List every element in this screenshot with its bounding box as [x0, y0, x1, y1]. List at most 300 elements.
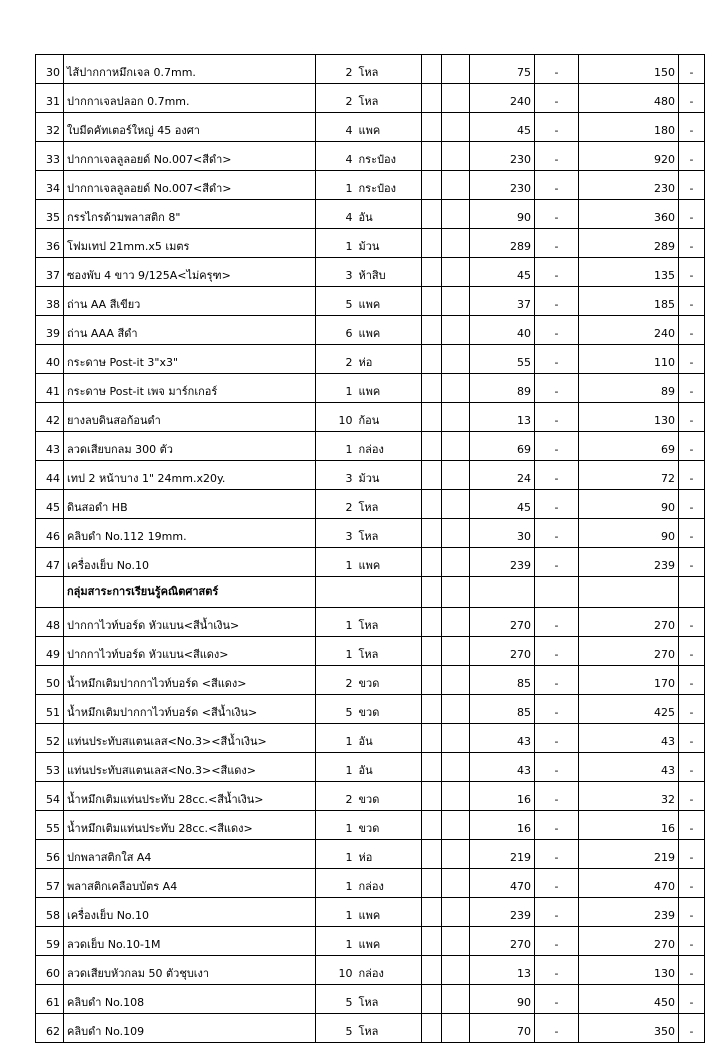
item-unit: กล่อง: [356, 956, 422, 985]
table-row: [36, 695, 705, 724]
table-row: [36, 548, 705, 577]
item-unit: โหล: [356, 608, 422, 637]
blank-cell: [442, 287, 470, 316]
item-quantity: 1: [316, 432, 356, 461]
blank-cell: [422, 985, 442, 1014]
unit-price-satang: -: [535, 695, 579, 724]
row-number: 60: [36, 956, 64, 985]
row-number: 49: [36, 637, 64, 666]
item-unit: กระป๋อง: [356, 171, 422, 200]
unit-price: 45: [470, 113, 535, 142]
unit-price-satang: -: [535, 519, 579, 548]
blank-cell: [422, 490, 442, 519]
unit-price-satang: -: [535, 316, 579, 345]
row-number: 52: [36, 724, 64, 753]
item-unit: ขวด: [356, 695, 422, 724]
item-unit: ขวด: [356, 811, 422, 840]
item-price-table: [35, 54, 705, 1043]
item-unit: ห่อ: [356, 345, 422, 374]
total-price-satang: -: [679, 403, 705, 432]
row-number: 46: [36, 519, 64, 548]
row-number: 61: [36, 985, 64, 1014]
blank-cell: [442, 55, 470, 84]
total-price: 180: [579, 113, 679, 142]
blank-cell: [422, 898, 442, 927]
item-quantity: 10: [316, 956, 356, 985]
unit-price-satang: -: [535, 666, 579, 695]
table-row: [36, 1014, 705, 1043]
row-number: 45: [36, 490, 64, 519]
item-unit: โหล: [356, 985, 422, 1014]
item-unit: แพค: [356, 548, 422, 577]
table-row: [36, 258, 705, 287]
item-quantity: 6: [316, 316, 356, 345]
blank-cell: [442, 258, 470, 287]
item-description: ถ่าน AA สีเขียว: [64, 287, 316, 316]
total-price: 90: [579, 519, 679, 548]
item-description: ปากกาไวท์บอร์ด หัวแบน<สีแดง>: [64, 637, 316, 666]
item-quantity: 1: [316, 724, 356, 753]
blank-cell: [422, 608, 442, 637]
row-number: 62: [36, 1014, 64, 1043]
table-row: [36, 403, 705, 432]
unit-price-satang: -: [535, 55, 579, 84]
unit-price: 45: [470, 258, 535, 287]
blank-cell: [422, 229, 442, 258]
section-qty-cell: [316, 577, 356, 608]
unit-price-satang: -: [535, 432, 579, 461]
unit-price: 13: [470, 956, 535, 985]
total-price: 185: [579, 287, 679, 316]
blank-cell: [442, 927, 470, 956]
item-quantity: 10: [316, 403, 356, 432]
unit-price: 37: [470, 287, 535, 316]
item-description: กระดาษ Post-it 3"x3": [64, 345, 316, 374]
unit-price-satang: -: [535, 548, 579, 577]
total-price: 425: [579, 695, 679, 724]
blank-cell: [442, 898, 470, 927]
total-price-satang: -: [679, 55, 705, 84]
total-price: 350: [579, 1014, 679, 1043]
unit-price: 219: [470, 840, 535, 869]
item-description: ปากกาเจลลูลอยด์ No.007<สีดำ>: [64, 171, 316, 200]
item-description: เทป 2 หน้าบาง 1" 24mm.x20y.: [64, 461, 316, 490]
item-quantity: 1: [316, 548, 356, 577]
unit-price: 239: [470, 898, 535, 927]
item-unit: โหล: [356, 637, 422, 666]
item-description: ลวดเย็บ No.10-1M: [64, 927, 316, 956]
table-row: [36, 55, 705, 84]
blank-cell: [422, 695, 442, 724]
blank-cell: [442, 811, 470, 840]
blank-cell: [442, 84, 470, 113]
item-unit: แพค: [356, 113, 422, 142]
section-price-cell: [470, 577, 535, 608]
item-description: ปากกาไวท์บอร์ด หัวแบน<สีน้ำเงิน>: [64, 608, 316, 637]
table-row: [36, 142, 705, 171]
table-row: [36, 229, 705, 258]
item-quantity: 1: [316, 229, 356, 258]
item-description: ซองพับ 4 ขาว 9/125A<ไม่ครุฑ>: [64, 258, 316, 287]
total-price-satang: -: [679, 724, 705, 753]
row-number: 59: [36, 927, 64, 956]
item-description: ถ่าน AAA สีดำ: [64, 316, 316, 345]
unit-price-satang: -: [535, 782, 579, 811]
blank-cell: [442, 113, 470, 142]
table-row: [36, 287, 705, 316]
unit-price: 230: [470, 142, 535, 171]
row-number: 33: [36, 142, 64, 171]
total-price-satang: -: [679, 666, 705, 695]
unit-price: 45: [470, 490, 535, 519]
total-price: 920: [579, 142, 679, 171]
blank-cell: [442, 548, 470, 577]
item-quantity: 3: [316, 461, 356, 490]
blank-cell: [422, 55, 442, 84]
row-number: 41: [36, 374, 64, 403]
total-price: 270: [579, 927, 679, 956]
total-price-satang: -: [679, 519, 705, 548]
unit-price: 43: [470, 753, 535, 782]
item-description: ปากกาเจลลูลอยด์ No.007<สีดำ>: [64, 142, 316, 171]
total-price: 239: [579, 548, 679, 577]
unit-price: 90: [470, 200, 535, 229]
blank-cell: [422, 782, 442, 811]
item-description: โฟมเทป 21mm.x5 เมตร: [64, 229, 316, 258]
section-dash-cell: [679, 577, 705, 608]
table-row: [36, 869, 705, 898]
row-number: 53: [36, 753, 64, 782]
table-row: [36, 724, 705, 753]
total-price: 130: [579, 956, 679, 985]
table-row: [36, 345, 705, 374]
item-description: ดินสอดำ HB: [64, 490, 316, 519]
item-description: ปากกาเจลปลอก 0.7mm.: [64, 84, 316, 113]
unit-price-satang: -: [535, 403, 579, 432]
row-number: 56: [36, 840, 64, 869]
blank-cell: [442, 229, 470, 258]
item-description: คลิบดำ No.109: [64, 1014, 316, 1043]
unit-price-satang: -: [535, 898, 579, 927]
unit-price: 90: [470, 985, 535, 1014]
item-quantity: 2: [316, 666, 356, 695]
table-row: [36, 461, 705, 490]
unit-price-satang: -: [535, 258, 579, 287]
unit-price-satang: -: [535, 840, 579, 869]
item-description: น้ำหมึกเติมปากกาไวท์บอร์ด <สีน้ำเงิน>: [64, 695, 316, 724]
item-unit: แพค: [356, 374, 422, 403]
blank-cell: [442, 200, 470, 229]
item-quantity: 1: [316, 840, 356, 869]
blank-cell: [442, 461, 470, 490]
row-number: 43: [36, 432, 64, 461]
unit-price: 70: [470, 1014, 535, 1043]
blank-cell: [422, 287, 442, 316]
item-quantity: 1: [316, 608, 356, 637]
blank-cell: [442, 753, 470, 782]
row-number: 57: [36, 869, 64, 898]
blank-cell: [422, 637, 442, 666]
item-quantity: 5: [316, 287, 356, 316]
item-quantity: 5: [316, 695, 356, 724]
item-description: เครื่องเย็บ No.10: [64, 898, 316, 927]
item-description: ไส้ปากกาหมึกเจล 0.7mm.: [64, 55, 316, 84]
total-price: 360: [579, 200, 679, 229]
blank-cell: [422, 840, 442, 869]
item-description: ยางลบดินสอก้อนดำ: [64, 403, 316, 432]
section-no-cell: [36, 577, 64, 608]
total-price-satang: -: [679, 985, 705, 1014]
item-quantity: 2: [316, 345, 356, 374]
table-row: [36, 811, 705, 840]
total-price-satang: -: [679, 753, 705, 782]
item-unit: ห่อ: [356, 840, 422, 869]
blank-cell: [422, 316, 442, 345]
unit-price: 230: [470, 171, 535, 200]
blank-cell: [442, 490, 470, 519]
table-row: [36, 374, 705, 403]
total-price: 289: [579, 229, 679, 258]
item-unit: ม้วน: [356, 461, 422, 490]
total-price-satang: -: [679, 345, 705, 374]
blank-cell: [422, 84, 442, 113]
table-row: [36, 608, 705, 637]
blank-cell: [442, 1014, 470, 1043]
blank-cell: [422, 142, 442, 171]
item-unit: กระป๋อง: [356, 142, 422, 171]
item-unit: โหล: [356, 1014, 422, 1043]
total-price-satang: -: [679, 608, 705, 637]
total-price: 270: [579, 637, 679, 666]
table-row: [36, 84, 705, 113]
section-heading: กลุ่มสาระการเรียนรู้คณิตศาสตร์: [64, 577, 316, 608]
total-price: 219: [579, 840, 679, 869]
item-quantity: 1: [316, 811, 356, 840]
unit-price: 55: [470, 345, 535, 374]
total-price: 170: [579, 666, 679, 695]
unit-price-satang: -: [535, 1014, 579, 1043]
unit-price-satang: -: [535, 490, 579, 519]
unit-price: 89: [470, 374, 535, 403]
item-unit: โหล: [356, 519, 422, 548]
item-description: คลิบดำ No.112 19mm.: [64, 519, 316, 548]
unit-price-satang: -: [535, 171, 579, 200]
blank-cell: [422, 432, 442, 461]
total-price-satang: -: [679, 171, 705, 200]
item-description: ลวดเสียบกลม 300 ตัว: [64, 432, 316, 461]
blank-cell: [442, 403, 470, 432]
blank-cell: [442, 608, 470, 637]
item-description: ใบมีดคัทเตอร์ใหญ่ 45 องศา: [64, 113, 316, 142]
unit-price-satang: -: [535, 142, 579, 171]
blank-cell: [442, 142, 470, 171]
total-price-satang: -: [679, 374, 705, 403]
blank-cell: [442, 432, 470, 461]
blank-cell: [442, 637, 470, 666]
item-quantity: 5: [316, 985, 356, 1014]
item-description: คลิบดำ No.108: [64, 985, 316, 1014]
total-price: 72: [579, 461, 679, 490]
total-price-satang: -: [679, 316, 705, 345]
total-price-satang: -: [679, 695, 705, 724]
unit-price: 75: [470, 55, 535, 84]
total-price: 230: [579, 171, 679, 200]
unit-price-satang: -: [535, 229, 579, 258]
unit-price-satang: -: [535, 113, 579, 142]
item-quantity: 1: [316, 898, 356, 927]
total-price: 135: [579, 258, 679, 287]
item-unit: ขวด: [356, 782, 422, 811]
total-price: 270: [579, 608, 679, 637]
unit-price: 270: [470, 637, 535, 666]
item-quantity: 1: [316, 753, 356, 782]
section-unit-cell: [356, 577, 422, 608]
unit-price-satang: -: [535, 724, 579, 753]
item-unit: ม้วน: [356, 229, 422, 258]
row-number: 47: [36, 548, 64, 577]
table-row: [36, 113, 705, 142]
table-body-upper: [36, 55, 705, 577]
row-number: 37: [36, 258, 64, 287]
unit-price-satang: -: [535, 637, 579, 666]
item-description: ปกพลาสติกใส A4: [64, 840, 316, 869]
total-price: 90: [579, 490, 679, 519]
unit-price: 13: [470, 403, 535, 432]
row-number: 42: [36, 403, 64, 432]
total-price-satang: -: [679, 490, 705, 519]
total-price-satang: -: [679, 811, 705, 840]
blank-cell: [442, 956, 470, 985]
item-description: แท่นประทับสแตนเลส<No.3><สีน้ำเงิน>: [64, 724, 316, 753]
blank-cell: [422, 811, 442, 840]
blank-cell: [442, 840, 470, 869]
blank-cell: [422, 666, 442, 695]
section-dash-cell: [535, 577, 579, 608]
item-description: เครื่องเย็บ No.10: [64, 548, 316, 577]
row-number: 55: [36, 811, 64, 840]
row-number: 40: [36, 345, 64, 374]
unit-price-satang: -: [535, 345, 579, 374]
blank-cell: [442, 695, 470, 724]
item-unit: แพค: [356, 287, 422, 316]
unit-price-satang: -: [535, 985, 579, 1014]
item-quantity: 4: [316, 113, 356, 142]
unit-price: 16: [470, 782, 535, 811]
item-unit: โหล: [356, 55, 422, 84]
table-row: [36, 637, 705, 666]
item-unit: อัน: [356, 753, 422, 782]
total-price-satang: -: [679, 432, 705, 461]
blank-cell: [422, 403, 442, 432]
unit-price: 43: [470, 724, 535, 753]
unit-price: 270: [470, 927, 535, 956]
section-total-cell: [579, 577, 679, 608]
total-price: 16: [579, 811, 679, 840]
total-price-satang: -: [679, 898, 705, 927]
total-price: 239: [579, 898, 679, 927]
item-quantity: 1: [316, 374, 356, 403]
row-number: 35: [36, 200, 64, 229]
table-row: [36, 200, 705, 229]
unit-price: 239: [470, 548, 535, 577]
item-unit: อัน: [356, 200, 422, 229]
blank-cell: [442, 316, 470, 345]
total-price-satang: -: [679, 869, 705, 898]
blank-cell: [422, 927, 442, 956]
total-price-satang: -: [679, 927, 705, 956]
row-number: 38: [36, 287, 64, 316]
blank-cell: [442, 666, 470, 695]
blank-cell: [422, 200, 442, 229]
item-quantity: 3: [316, 258, 356, 287]
item-unit: โหล: [356, 490, 422, 519]
section-heading-row: [36, 577, 705, 608]
section-blank-cell: [442, 577, 470, 608]
total-price-satang: -: [679, 782, 705, 811]
total-price-satang: -: [679, 142, 705, 171]
item-unit: กล่อง: [356, 432, 422, 461]
item-description: กระดาษ Post-it เพจ มาร์กเกอร์: [64, 374, 316, 403]
item-unit: กล่อง: [356, 869, 422, 898]
total-price: 150: [579, 55, 679, 84]
blank-cell: [422, 113, 442, 142]
row-number: 36: [36, 229, 64, 258]
item-unit: ก้อน: [356, 403, 422, 432]
total-price: 110: [579, 345, 679, 374]
table-row: [36, 490, 705, 519]
row-number: 34: [36, 171, 64, 200]
total-price: 89: [579, 374, 679, 403]
blank-cell: [442, 724, 470, 753]
blank-cell: [442, 171, 470, 200]
item-description: น้ำหมึกเติมปากกาไวท์บอร์ด <สีแดง>: [64, 666, 316, 695]
total-price: 43: [579, 753, 679, 782]
row-number: 58: [36, 898, 64, 927]
table-row: [36, 927, 705, 956]
row-number: 44: [36, 461, 64, 490]
item-unit: แพค: [356, 898, 422, 927]
item-unit: ขวด: [356, 666, 422, 695]
blank-cell: [422, 753, 442, 782]
item-quantity: 2: [316, 782, 356, 811]
total-price-satang: -: [679, 113, 705, 142]
total-price: 240: [579, 316, 679, 345]
item-quantity: 1: [316, 171, 356, 200]
unit-price: 40: [470, 316, 535, 345]
item-quantity: 3: [316, 519, 356, 548]
unit-price-satang: -: [535, 956, 579, 985]
blank-cell: [442, 345, 470, 374]
row-number: 50: [36, 666, 64, 695]
blank-cell: [442, 374, 470, 403]
unit-price-satang: -: [535, 927, 579, 956]
blank-cell: [442, 869, 470, 898]
unit-price: 85: [470, 695, 535, 724]
item-unit: โหล: [356, 84, 422, 113]
total-price-satang: -: [679, 840, 705, 869]
item-description: ลวดเสียบหัวกลม 50 ตัวชุบเงา: [64, 956, 316, 985]
item-quantity: 2: [316, 55, 356, 84]
total-price: 69: [579, 432, 679, 461]
unit-price-satang: -: [535, 753, 579, 782]
total-price: 43: [579, 724, 679, 753]
unit-price: 24: [470, 461, 535, 490]
table-row: [36, 956, 705, 985]
table-row: [36, 316, 705, 345]
table-row: [36, 985, 705, 1014]
blank-cell: [422, 724, 442, 753]
total-price-satang: -: [679, 287, 705, 316]
